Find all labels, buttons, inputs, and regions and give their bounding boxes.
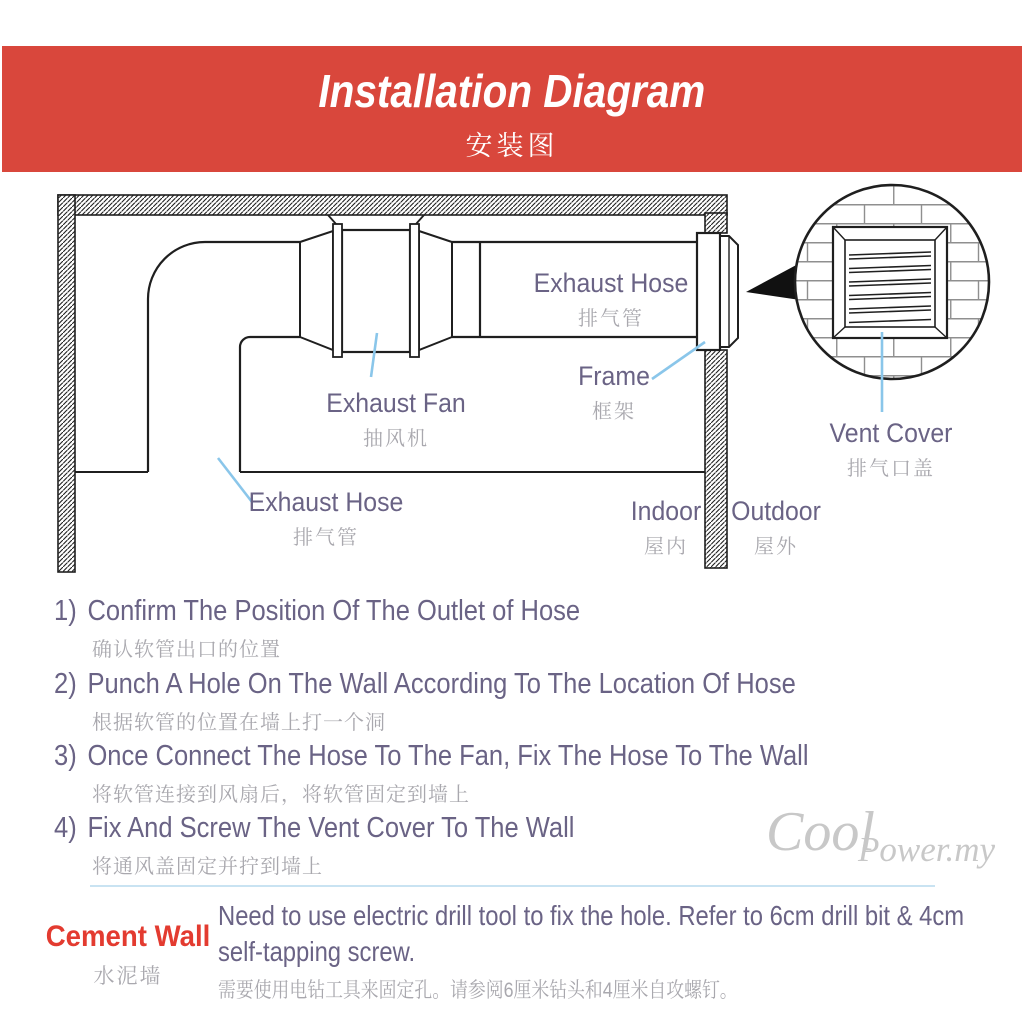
label-exhaust-hose-bottom [242,487,410,550]
label-vent-cover-zh: 排气口盖 [846,458,935,480]
label-frame [575,361,653,424]
footer-divider [90,885,935,887]
step-4-number: 4) [54,812,77,844]
step-1-number: 1) [54,595,77,627]
fan-outlet-cone [419,231,452,350]
step-3-text-en: Once Connect The Hose To The Fan, Fix The Hose To The Wall [87,740,809,772]
label-outdoor-zh: 屋外 [754,536,798,558]
vent-cover-graphic [833,227,947,338]
cement-wall-label [38,920,218,990]
right-wall-upper [705,213,727,233]
footer-note-zh: 需要使用电钻工具来固定孔。请参阅6厘米钻头和4厘米自攻螺钉。 [218,979,738,1002]
label-indoor-zh: 屋内 [644,536,688,558]
step-1-text-zh: 确认软管出口的位置 [92,639,281,661]
label-exhaust-hose-top [527,268,695,331]
step-1-text-en: Confirm The Position Of The Outlet of Hose [87,595,581,627]
step-4-text-en: Fix And Screw The Vent Cover To The Wall [87,812,575,844]
leader-frame [652,342,705,379]
cement-wall-en: Cement Wall [45,920,211,953]
label-vent-cover-en: Vent Cover [829,418,953,448]
label-outdoor [727,496,825,559]
step-4-text-zh: 将通风盖固定并拧到墙上 [92,856,323,878]
label-indoor [628,496,705,559]
footer-note [218,898,992,1004]
label-outdoor-en: Outdoor [731,496,821,526]
frame [697,233,720,350]
brand-logo-cool: Cool [766,801,875,863]
right-wall-lower [705,350,727,568]
label-exhaust-hose-bottom-en: Exhaust Hose [248,487,404,517]
brand-logo-power: Power.my [858,830,996,869]
fan-inlet-cone [300,231,333,350]
step-3 [54,740,911,807]
fan-flange-left [333,224,342,357]
step-3-text-zh: 将软管连接到风扇后，将软管固定到墙上 [92,784,470,806]
label-frame-en: Frame [578,361,650,391]
step-3-number: 3) [54,740,77,772]
left-wall [58,195,75,572]
step-2-number: 2) [54,668,77,700]
leader-lines [218,332,882,502]
label-indoor-en: Indoor [630,496,702,526]
step-2 [54,668,897,735]
page-title: Installation Diagram [318,65,706,117]
step-4 [54,812,645,879]
label-exhaust-hose-bottom-zh: 排气管 [293,527,359,549]
label-vent-cover [824,418,958,481]
cement-wall-zh: 水泥墙 [93,965,163,988]
page-subtitle: 安装图 [465,131,559,161]
step-2-text-en: Punch A Hole On The Wall According To The Location Of Hose [87,668,796,700]
label-exhaust-hose-top-en: Exhaust Hose [533,268,689,298]
label-frame-zh: 框架 [591,401,636,423]
label-exhaust-fan-zh: 抽风机 [363,428,429,450]
fan-ceiling-mount [328,215,424,224]
label-exhaust-hose-top-zh: 排气管 [578,308,644,330]
fan-flange-right [410,224,419,357]
step-2-text-zh: 根据软管的位置在墙上打一个洞 [92,712,386,734]
label-exhaust-fan-en: Exhaust Fan [326,388,466,418]
ceiling-wall [58,195,727,215]
footer-note-en: Need to use electric drill tool to fix the hole. Refer to 6cm drill bit & 4cm self-tapping screw. [218,900,965,967]
callout-arrow [746,263,800,300]
label-exhaust-fan [320,388,472,451]
step-1 [54,595,652,662]
exhaust-hose-left-fill [148,242,300,472]
